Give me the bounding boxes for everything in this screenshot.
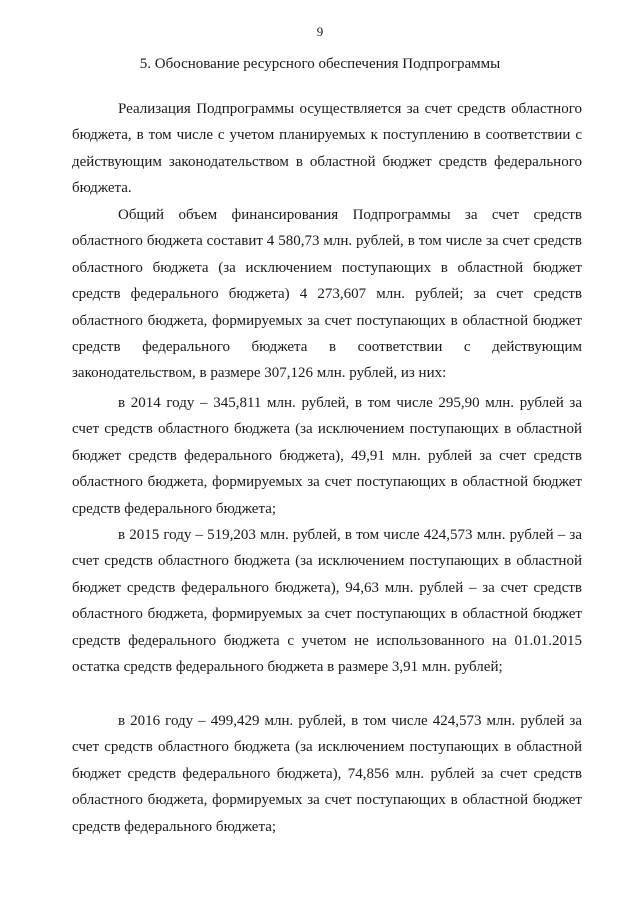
section-title: 5. Обоснование ресурсного обеспечения Подпрограммы (139, 56, 501, 72)
body-text (72, 96, 582, 202)
page-number: 9 (316, 24, 324, 39)
paragraph-intro: Реализация Подпрограммы осуществляется за счет средств областного бюджета, в том числе с учетом планируемых к поступлению в соответствии с действующим законодательством в областной бюджет средств федерального бюджета. (72, 101, 582, 197)
paragraph-total-funding: Общий объем финансирования Подпрограммы за счет средств областного бюджета составит 4 580,73 млн. рублей, в том числе за счет средств областного бюджета (за исключением поступающих в областной бюджет средств федерального бюджета) 4 273,607 млн. рублей; за счет средств областного бюджета, формируемых за счет поступающих в областной бюджет средств федерального бюджета в соответствии с действующим законодательством, в размере 307,126 млн. рублей, из них: (72, 207, 582, 382)
body-text (72, 202, 582, 387)
paragraph-year-2014: в 2014 году – 345,811 млн. рублей, в том числе 295,90 млн. рублей за счет средств областного бюджета (за исключением поступающих в областной бюджет средств федерального бюджета), 49,91 млн. рублей за счет средств областного бюджета, формируемых за счет поступающих в областной бюджет средств федерального бюджета; (72, 395, 582, 517)
paragraph-year-2015: в 2015 году – 519,203 млн. рублей, в том числе 424,573 млн. рублей – за счет средств областного бюджета (за исключением поступающих в областной бюджет средств федерального бюджета), 94,63 млн. рублей – за счет средств областного бюджета, формируемых за счет поступающих в областной бюджет средств федерального бюджета с учетом не использованного на 01.01.2015 остатка средств федерального бюджета в размере 3,91 млн. рублей; (72, 527, 582, 676)
body-text (72, 522, 582, 680)
body-text (72, 390, 582, 522)
paragraph-year-2016: в 2016 году – 499,429 млн. рублей, в том числе 424,573 млн. рублей за счет средств областного бюджета (за исключением поступающих в областной бюджет средств федерального бюджета), 74,856 млн. рублей за счет средств областного бюджета, формируемых за счет поступающих в областной бюджет средств федерального бюджета; (72, 713, 582, 835)
body-text (72, 708, 582, 840)
